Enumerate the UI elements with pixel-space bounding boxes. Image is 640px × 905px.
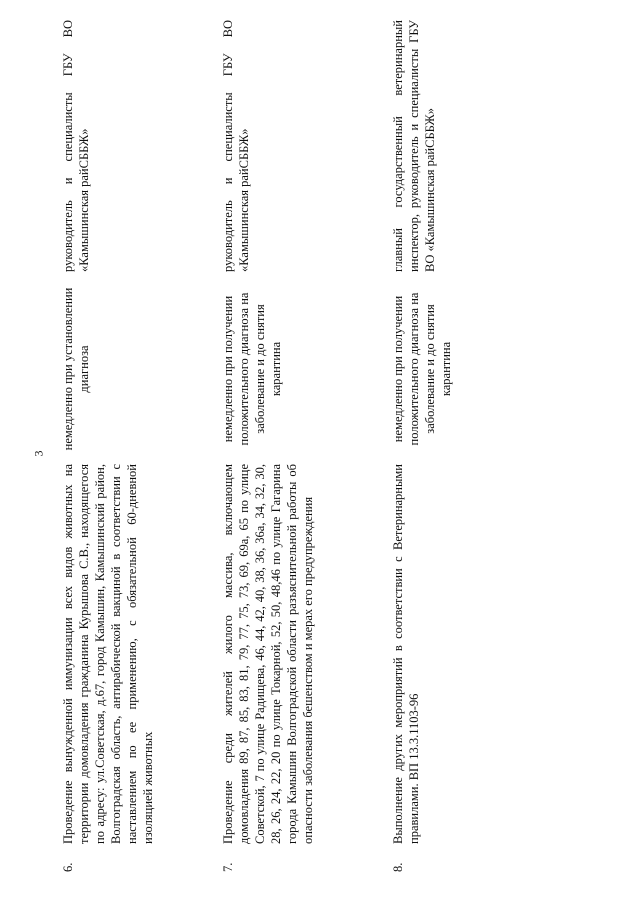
table-row: [60, 20, 220, 872]
measure-term: немедленно при установлении диагноза: [61, 287, 91, 451]
measures-table: [60, 20, 530, 872]
measure-term: немедленно при получении положительного диагноза на заболевание и до снятия карантина: [391, 292, 453, 446]
row-number: 7.: [221, 862, 235, 872]
measure-term: немедленно при получении положительного диагноза на заболевание и до снятия карантина: [221, 292, 283, 446]
measure-responsible: главный государственный ветеринарный инспектор, руководитель и специалисты ГБУ ВО «Камышинская райСББЖ»: [391, 20, 437, 272]
measure-description: Проведение вынужденной иммунизации всех видов животных на территории домовладения гражданина Курышова С.В., находящегося по адресу: ул.Советская, д.67, город Камышин, Камышинский район, Волгоградская область, антирабической вакциной в соответствии с наставлением по ее применению, с обязательной 60-дневной изоляцией животных: [61, 464, 155, 844]
table-row: [390, 20, 530, 872]
table-row: [220, 20, 390, 872]
measure-description: Выполнение других мероприятий в соответствии с Ветеринарными правилами. ВП 13.3.1103-96: [391, 464, 421, 844]
rotated-table-container: [60, 20, 530, 872]
row-number: 8.: [391, 862, 405, 872]
measure-responsible: руководитель и специалисты ГБУ ВО «Камышинская райСББЖ»: [61, 20, 91, 272]
page-number: 3: [31, 450, 46, 457]
row-number: 6.: [61, 862, 75, 872]
measure-description: Проведение среди жителей жилого массива, включающем домовладения 89, 87, 85, 83, 81, 79, 77, 75, 73, 69, 69а, 65 по улице Советской, 7 по улице Радищева, 46, 44, 42, 40, 38, 36, 36а, 34, 32, 30, 28, 26, 24, 22, 20 по улице Токарной, 52, 50, 48,46 по улице Гагарина города Камышин Волгоградской области разъяснительной работы об опасности заболевания бешенством и мерах его предупреждения: [221, 464, 315, 844]
measure-responsible: руководитель и специалисты ГБУ ВО «Камышинская райСББЖ»: [221, 20, 251, 272]
